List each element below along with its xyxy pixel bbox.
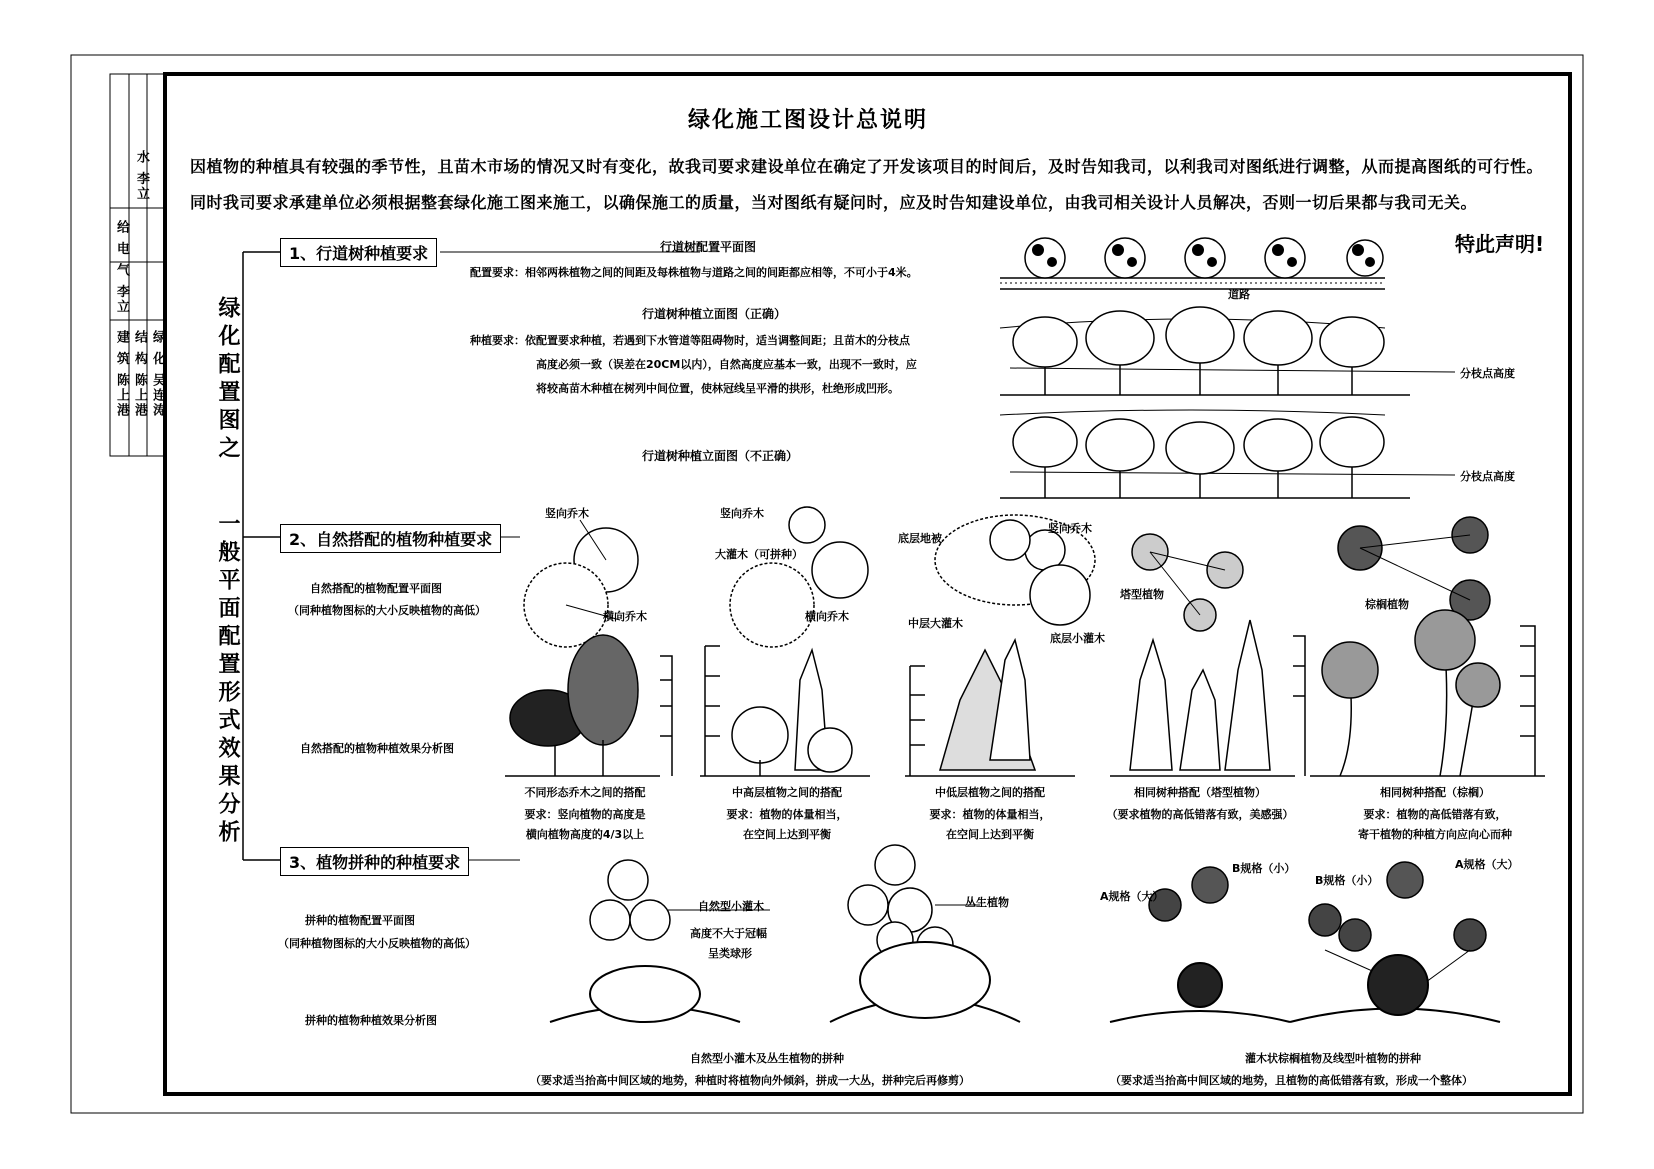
label-b-small-1: B规格（小）: [1232, 862, 1296, 875]
bottom-left-note: （要求适当抬高中间区域的地势，种植时将植物向外倾斜，拼成一大丛，拼种完后再修剪）: [530, 1074, 970, 1087]
caption-1: [505, 784, 665, 842]
caption-4: [1095, 784, 1305, 826]
combo-effect-label: 拼种的植物种植效果分析图: [305, 1014, 437, 1027]
intro-line-1: 因植物的种植具有较强的季节性，且苗木市场的情况又时有变化，故我司要求建设单位在确定了开发该项目的时间后，及时告知我司，以利我司对图纸进行调整，从而提高图纸的可行性。: [190, 157, 1544, 176]
caption-2: [712, 784, 862, 842]
street-plan-figure: [1000, 238, 1385, 289]
shrub-label: 自然型小灌木: [698, 900, 764, 913]
shrub-note-2: 呈类球形: [708, 947, 752, 960]
caption-2-title: 中高层植物之间的搭配: [732, 786, 842, 799]
branch-height-label-2: 分枝点高度: [1460, 470, 1515, 483]
cluster-label: 丛生植物: [965, 896, 1009, 909]
label-a-big-1: A规格（大）: [1100, 890, 1164, 903]
section-natural: 2、自然搭配的植物种植要求: [280, 524, 501, 553]
caption-2-line-1: 要求：植物的体量相当，: [726, 808, 848, 821]
section-street-trees: 1、行道树种植要求: [280, 238, 437, 267]
height-rulers: [660, 626, 1535, 776]
bottom-right-note: （要求适当抬高中间区域的地势，且植物的高低错落有致，形成一个整体）: [1110, 1074, 1473, 1087]
caption-5: [1330, 784, 1540, 842]
planting-requirement-line-3: 将较高苗木种植在树列中间位置，使林冠线呈平滑的拱形，杜绝形成凹形。: [536, 382, 899, 395]
combo-plan-symbols: [590, 845, 1486, 990]
bottom-left-title: 自然型小灌木及丛生植物的拼种: [690, 1052, 844, 1065]
label-vertical-tree-3: 竖向乔木: [1048, 522, 1092, 535]
caption-1-line-1: 要求：竖向植物的高度是: [524, 808, 646, 821]
natural-plan-note: （同种植物图标的大小反映植物的高低）: [288, 604, 486, 617]
label-horizontal-tree-2: 横向乔木: [805, 610, 849, 623]
page-title: 绿化施工图设计总说明: [688, 108, 929, 133]
caption-1-title: 不同形态乔木之间的搭配: [524, 786, 646, 799]
label-palm-plant: 棕榈植物: [1365, 598, 1409, 611]
planting-requirement-line-2: 高度必须一致（误差在20CM以内），自然高度应基本一致，出现不一致时，应: [536, 358, 917, 371]
caption-5-line-1: 要求：植物的高低错落有致，: [1363, 808, 1507, 821]
title-block-electric: 给 电 气 李立: [114, 220, 129, 315]
street-elevation-incorrect: [1000, 410, 1455, 498]
caption-4-line-1: （要求植物的高低错落有致，美感强）: [1106, 808, 1294, 821]
combo-plan-note: （同种植物图标的大小反映植物的高低）: [278, 937, 476, 950]
road-label: 道路: [1228, 288, 1250, 301]
label-low-shrub: 底层小灌木: [1050, 632, 1105, 645]
street-elevation-correct: [1000, 307, 1455, 395]
combo-plan-label: 拼种的植物配置平面图: [305, 914, 415, 927]
branch-height-label-1: 分枝点高度: [1460, 367, 1515, 380]
street-plan-title: 行道树配置平面图: [660, 240, 757, 254]
label-b-small-2: B规格（小）: [1315, 874, 1379, 887]
label-vertical-tree-2: 竖向乔木: [720, 507, 764, 520]
planting-requirement-line-1: 种植要求：依配置要求种植，若遇到下水管道等阻碍物时，适当调整间距；且苗木的分枝点: [470, 334, 910, 347]
caption-5-title: 相同树种搭配（棕榈）: [1380, 786, 1490, 799]
bottom-right-title: 灌木状棕榈植物及线型叶植物的拼种: [1245, 1052, 1421, 1065]
caption-3-line-1: 要求：植物的体量相当，: [929, 808, 1051, 821]
intro-line-2: 同时我司要求承建单位必须根据整套绿化施工图来施工，以确保施工的质量，当对图纸有疑问时，应及时告知建设单位，由我司相关设计人员解决，否则一切后果都与我司无关。: [190, 193, 1478, 212]
natural-effect-elevations: [505, 610, 1545, 776]
section-combo: 3、植物拼种的种植要求: [280, 847, 469, 876]
shrub-note-1: 高度不大于冠幅: [690, 927, 767, 940]
natural-effect-label: 自然搭配的植物种植效果分析图: [300, 742, 454, 755]
title-block-landscape: 绿 化 吴连涛: [150, 330, 165, 419]
label-horizontal-tree-1: 横向乔木: [603, 610, 647, 623]
caption-1-line-2: 横向植物高度的4/3以上: [525, 828, 645, 841]
label-big-shrub: 大灌木（可拼种）: [715, 548, 803, 561]
street-elevation-correct-title: 行道树种植立面图（正确）: [642, 307, 787, 321]
natural-plan-symbols: [524, 507, 1490, 647]
vertical-title-part2: 一般平面配置形式效果分析: [215, 512, 240, 848]
caption-3-title: 中低层植物之间的搭配: [935, 786, 1045, 799]
combo-effect-mounds: [550, 942, 1500, 1022]
caption-4-title: 相同树种搭配（塔型植物）: [1134, 786, 1266, 799]
label-tower-plant: 塔型植物: [1120, 588, 1164, 601]
caption-2-line-2: 在空间上达到平衡: [743, 828, 831, 841]
street-elevation-incorrect-title: 行道树种植立面图（不正确）: [642, 449, 799, 463]
label-ground-cover: 底层地被: [898, 532, 942, 545]
declaration: 特此声明!: [1455, 232, 1545, 256]
label-a-big-2: A规格（大）: [1455, 858, 1519, 871]
label-mid-shrub: 中层大灌木: [908, 617, 963, 630]
caption-3-line-2: 在空间上达到平衡: [946, 828, 1034, 841]
street-plan-requirement: 配置要求：相邻两株植物之间的间距及每株植物与道路之间的间距都应相等，不可小于4米。: [470, 266, 918, 279]
natural-plan-label: 自然搭配的植物配置平面图: [310, 582, 442, 595]
title-block-architecture: 建 筑 陈上港: [114, 330, 129, 419]
label-vertical-tree-1: 竖向乔木: [545, 507, 589, 520]
title-block-water: 水 李立: [134, 150, 149, 202]
vertical-title-part1: 绿化配置图之: [215, 296, 240, 464]
caption-3: [915, 784, 1065, 842]
caption-5-line-2: 寄干植物的种植方向应向心而种: [1358, 828, 1512, 841]
title-block-structure: 结 构 陈上港: [132, 330, 147, 419]
